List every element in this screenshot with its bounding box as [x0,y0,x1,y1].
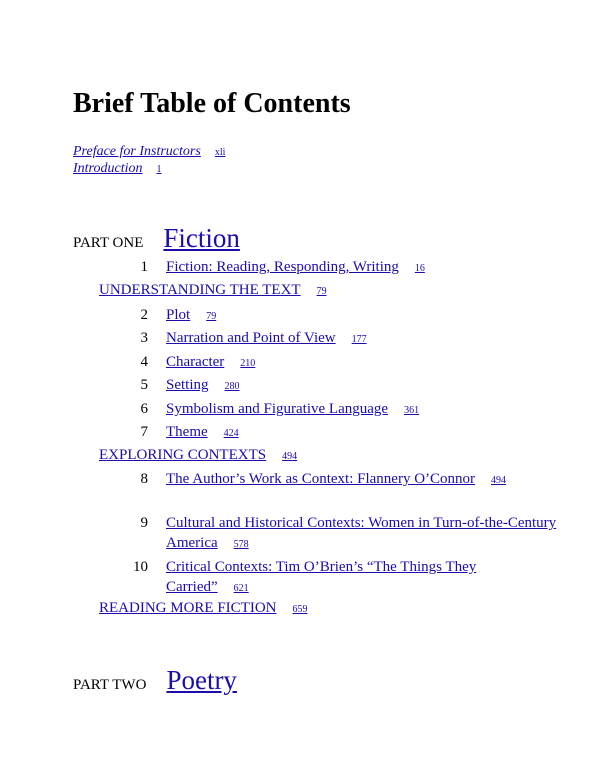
chapter-number: 7 [140,424,148,440]
chapter-number: 8 [140,471,148,487]
toc-page-preface[interactable]: xli [214,147,226,158]
part-two-link[interactable]: Poetry [166,665,237,695]
toc-chapter-9 [120,513,560,555]
chapter-page-link[interactable]: 280 [224,381,240,392]
toc-chapter-7 [120,422,560,444]
toc-page-introduction[interactable]: 1 [156,164,162,175]
chapter-page-link[interactable]: 79 [206,311,217,322]
chapter-number: 1 [140,259,148,275]
chapter-page-link[interactable]: 210 [240,358,256,369]
part-one-heading [73,220,240,261]
chapter-number: 4 [140,354,148,370]
chapter-link[interactable]: The Author’s Work as Context: Flannery O’Connor [166,471,476,487]
toc-section-understanding [99,281,327,301]
part-two-heading [73,662,237,703]
toc-chapter-5 [120,375,560,397]
chapter-link[interactable]: Theme [166,424,208,440]
chapter-number: 9 [140,515,148,531]
toc-chapter-8 [120,469,520,491]
toc-section-reading-more [99,599,308,619]
section-page-link[interactable]: 659 [292,604,308,615]
chapter-page-link[interactable]: 578 [233,539,249,550]
toc-chapter-3 [120,328,560,350]
section-link[interactable]: READING MORE FICTION [99,600,277,616]
chapter-number: 5 [140,377,148,393]
toc-chapter-10 [120,557,560,599]
toc-chapter-4 [120,352,560,374]
chapter-number: 2 [140,307,148,323]
chapter-link[interactable]: Fiction: Reading, Responding, Writing [166,259,399,275]
chapter-link[interactable]: Character [166,354,225,370]
toc-link-preface[interactable]: Preface for Instructors [73,144,201,159]
chapter-page-link[interactable]: 621 [233,583,249,594]
toc-chapter-6 [120,399,560,421]
toc-chapter-2 [120,305,560,327]
toc-chapter-1 [120,257,560,279]
chapter-link[interactable]: Cultural and Historical Contexts: Women in Turn-of-the-Century America [166,515,557,551]
chapter-link[interactable]: Narration and Point of View [166,330,336,346]
chapter-number: 3 [140,330,148,346]
chapter-link[interactable]: Critical Contexts: Tim O’Brien’s “The Things They Carried” [166,559,477,595]
section-page-link[interactable]: 79 [316,286,327,297]
section-page-link[interactable]: 494 [282,451,298,462]
chapter-number: 6 [140,401,148,417]
toc-entry-introduction [73,160,161,178]
toc-section-exploring [99,446,297,466]
section-link[interactable]: UNDERSTANDING THE TEXT [99,282,301,298]
toc-entry-preface [73,143,225,161]
chapter-number: 10 [133,559,148,575]
page-title: Brief Table of Contents [73,88,351,119]
part-one-link[interactable]: Fiction [163,223,240,253]
toc-link-introduction[interactable]: Introduction [73,161,143,176]
part-label: PART ONE [73,235,144,251]
chapter-link[interactable]: Setting [166,377,209,393]
part-label: PART TWO [73,677,147,693]
chapter-page-link[interactable]: 177 [351,334,367,345]
chapter-page-link[interactable]: 494 [491,475,507,486]
chapter-page-link[interactable]: 424 [223,428,239,439]
section-link[interactable]: EXPLORING CONTEXTS [99,447,267,463]
chapter-page-link[interactable]: 16 [414,263,425,274]
chapter-link[interactable]: Symbolism and Figurative Language [166,401,389,417]
chapter-link[interactable]: Plot [166,307,191,323]
chapter-page-link[interactable]: 361 [404,405,420,416]
